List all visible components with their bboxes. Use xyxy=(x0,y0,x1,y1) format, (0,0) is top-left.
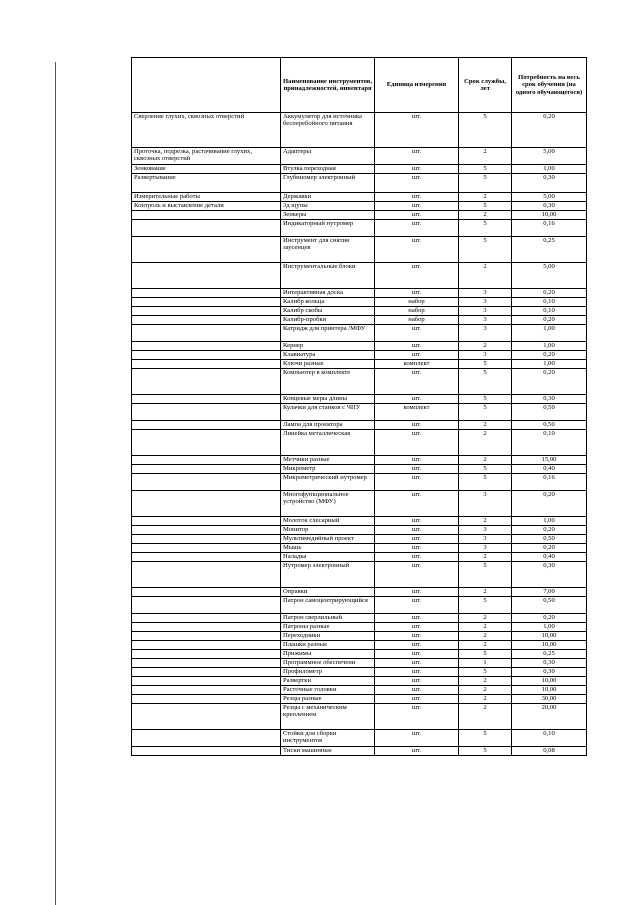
name-cell: Адаптеры xyxy=(281,148,375,165)
table-row xyxy=(132,316,587,325)
name-cell: Интерактивная доска xyxy=(281,289,375,298)
work-cell xyxy=(132,211,281,220)
need-cell: 0,20 xyxy=(512,544,587,553)
name-cell: Микрометр xyxy=(281,465,375,474)
unit-cell: шт. xyxy=(375,237,459,263)
unit-cell: шт. xyxy=(375,730,459,747)
term-cell: 3 xyxy=(459,325,512,342)
need-cell: 1,00 xyxy=(512,165,587,174)
term-cell: 2 xyxy=(459,588,512,597)
term-cell: 2 xyxy=(459,695,512,704)
term-cell: 5 xyxy=(459,360,512,369)
term-cell: 3 xyxy=(459,351,512,360)
unit-cell: шт. xyxy=(375,517,459,526)
work-cell xyxy=(132,289,281,298)
term-cell: 5 xyxy=(459,369,512,395)
unit-cell: шт. xyxy=(375,430,459,456)
term-cell: 2 xyxy=(459,211,512,220)
name-cell: Кулачки для станков с ЧПУ xyxy=(281,404,375,421)
unit-cell: шт. xyxy=(375,465,459,474)
name-cell: Лампа для проектора xyxy=(281,421,375,430)
table-row xyxy=(132,289,587,298)
table-row xyxy=(132,263,587,289)
table-row xyxy=(132,165,587,174)
unit-cell: шт. xyxy=(375,686,459,695)
need-cell: 1,00 xyxy=(512,360,587,369)
need-cell: 0,20 xyxy=(512,491,587,517)
table-row xyxy=(132,193,587,202)
term-cell: 5 xyxy=(459,174,512,193)
work-cell xyxy=(132,526,281,535)
need-cell: 0,30 xyxy=(512,562,587,588)
name-cell: Молоток слесарный xyxy=(281,517,375,526)
name-cell: Резцы разные xyxy=(281,695,375,704)
table-row xyxy=(132,686,587,695)
work-cell xyxy=(132,704,281,730)
name-cell: Клавиатура xyxy=(281,351,375,360)
name-cell: Патрон самоцентрирующийся xyxy=(281,597,375,614)
unit-cell: шт. xyxy=(375,456,459,465)
work-cell xyxy=(132,351,281,360)
table-row xyxy=(132,325,587,342)
term-cell: 2 xyxy=(459,421,512,430)
work-cell xyxy=(132,747,281,756)
table-row xyxy=(132,677,587,686)
need-cell: 0,50 xyxy=(512,535,587,544)
need-cell: 10,00 xyxy=(512,632,587,641)
name-cell: Стойки для сборки инструментов xyxy=(281,730,375,747)
table-row xyxy=(132,307,587,316)
unit-cell: шт. xyxy=(375,325,459,342)
unit-cell: шт. xyxy=(375,650,459,659)
unit-cell: шт. xyxy=(375,263,459,289)
unit-cell: шт. xyxy=(375,641,459,650)
work-cell xyxy=(132,474,281,491)
header-term: Срок службы, лет xyxy=(459,58,512,113)
name-cell: Микрометрический нутромер xyxy=(281,474,375,491)
term-cell: 5 xyxy=(459,202,512,211)
term-cell: 3 xyxy=(459,289,512,298)
table-row xyxy=(132,668,587,677)
need-cell: 10,00 xyxy=(512,211,587,220)
need-cell: 0,16 xyxy=(512,474,587,491)
term-cell: 2 xyxy=(459,342,512,351)
work-cell xyxy=(132,641,281,650)
term-cell: 5 xyxy=(459,562,512,588)
work-cell xyxy=(132,430,281,456)
term-cell: 5 xyxy=(459,474,512,491)
term-cell: 5 xyxy=(459,404,512,421)
work-cell xyxy=(132,456,281,465)
term-cell: 2 xyxy=(459,677,512,686)
name-cell: Катридж для принтера /МФУ xyxy=(281,325,375,342)
work-cell xyxy=(132,659,281,668)
table-row xyxy=(132,623,587,632)
need-cell: 0,30 xyxy=(512,659,587,668)
need-cell: 0,16 xyxy=(512,220,587,237)
work-cell xyxy=(132,404,281,421)
need-cell: 0,40 xyxy=(512,465,587,474)
table-row xyxy=(132,342,587,351)
need-cell: 15,00 xyxy=(512,456,587,465)
term-cell: 2 xyxy=(459,686,512,695)
work-cell xyxy=(132,597,281,614)
term-cell: 5 xyxy=(459,597,512,614)
need-cell: 20,00 xyxy=(512,704,587,730)
need-cell: 0,40 xyxy=(512,553,587,562)
need-cell: 5,00 xyxy=(512,193,587,202)
name-cell: Патрон сверлильный xyxy=(281,614,375,623)
name-cell: Монитор xyxy=(281,526,375,535)
unit-cell: комплект xyxy=(375,404,459,421)
table-row xyxy=(132,351,587,360)
table-row xyxy=(132,465,587,474)
need-cell: 10,00 xyxy=(512,641,587,650)
work-cell xyxy=(132,237,281,263)
name-cell: Мышь xyxy=(281,544,375,553)
table-body xyxy=(132,113,587,756)
work-cell: Сверление глухих, сквозных отверстий xyxy=(132,113,281,148)
name-cell: Прижимы xyxy=(281,650,375,659)
term-cell: 3 xyxy=(459,491,512,517)
need-cell: 0,50 xyxy=(512,421,587,430)
unit-cell: шт. xyxy=(375,562,459,588)
unit-cell: шт. xyxy=(375,553,459,562)
table-row xyxy=(132,491,587,517)
name-cell: 3д щупы xyxy=(281,202,375,211)
need-cell: 0,20 xyxy=(512,316,587,325)
need-cell: 0,10 xyxy=(512,298,587,307)
term-cell: 2 xyxy=(459,614,512,623)
work-cell xyxy=(132,517,281,526)
work-cell xyxy=(132,588,281,597)
need-cell: 30,00 xyxy=(512,695,587,704)
work-cell xyxy=(132,220,281,237)
name-cell: Развертки xyxy=(281,677,375,686)
term-cell: 2 xyxy=(459,193,512,202)
table-row xyxy=(132,747,587,756)
unit-cell: шт. xyxy=(375,174,459,193)
need-cell: 0,20 xyxy=(512,526,587,535)
term-cell: 3 xyxy=(459,298,512,307)
table-row xyxy=(132,237,587,263)
header-unit: Единица измерения xyxy=(375,58,459,113)
work-cell: Контроль и выставление детали xyxy=(132,202,281,211)
work-cell xyxy=(132,307,281,316)
name-cell: Концевые меры длины xyxy=(281,395,375,404)
need-cell: 0,30 xyxy=(512,395,587,404)
unit-cell: шт. xyxy=(375,220,459,237)
unit-cell: шт. xyxy=(375,351,459,360)
table-row xyxy=(132,526,587,535)
table-row xyxy=(132,421,587,430)
unit-cell: шт. xyxy=(375,659,459,668)
unit-cell: шт. xyxy=(375,211,459,220)
work-cell xyxy=(132,360,281,369)
unit-cell: шт. xyxy=(375,614,459,623)
term-cell: 2 xyxy=(459,263,512,289)
name-cell: Нутромер электронный xyxy=(281,562,375,588)
table-row xyxy=(132,695,587,704)
header-name: Наименование инструментов, принадлежностей, инвентаря xyxy=(281,58,375,113)
need-cell: 5,00 xyxy=(512,148,587,165)
unit-cell: шт. xyxy=(375,421,459,430)
unit-cell: шт. xyxy=(375,695,459,704)
work-cell xyxy=(132,614,281,623)
table-row xyxy=(132,148,587,165)
name-cell: Ключи разные xyxy=(281,360,375,369)
name-cell: Тиски машинные xyxy=(281,747,375,756)
need-cell: 1,00 xyxy=(512,325,587,342)
unit-cell: шт. xyxy=(375,526,459,535)
term-cell: 1 xyxy=(459,659,512,668)
table-row xyxy=(132,544,587,553)
need-cell: 1,00 xyxy=(512,517,587,526)
work-cell xyxy=(132,342,281,351)
unit-cell: шт. xyxy=(375,342,459,351)
name-cell: Многофункциональное устройство (МФУ) xyxy=(281,491,375,517)
need-cell: 0,50 xyxy=(512,597,587,614)
table-row xyxy=(132,202,587,211)
term-cell: 3 xyxy=(459,526,512,535)
need-cell: 1,00 xyxy=(512,623,587,632)
name-cell: Резцы с механическим креплением xyxy=(281,704,375,730)
table-row xyxy=(132,597,587,614)
work-cell xyxy=(132,544,281,553)
need-cell: 0,20 xyxy=(512,289,587,298)
name-cell: Инструментальные блоки xyxy=(281,263,375,289)
unit-cell: шт. xyxy=(375,369,459,395)
work-cell xyxy=(132,650,281,659)
name-cell: Наладка xyxy=(281,553,375,562)
work-cell xyxy=(132,325,281,342)
name-cell: Компьютер в комплекте xyxy=(281,369,375,395)
need-cell: 0,10 xyxy=(512,430,587,456)
unit-cell: шт. xyxy=(375,491,459,517)
work-cell: Проточка, подрезка, растачивание глухих, сквозных отверстий xyxy=(132,148,281,165)
table-header-row xyxy=(132,58,587,113)
work-cell xyxy=(132,553,281,562)
term-cell: 5 xyxy=(459,113,512,148)
unit-cell: шт. xyxy=(375,704,459,730)
table-row xyxy=(132,614,587,623)
term-cell: 2 xyxy=(459,456,512,465)
name-cell: Профилометр xyxy=(281,668,375,677)
unit-cell: шт. xyxy=(375,588,459,597)
need-cell: 0,08 xyxy=(512,747,587,756)
need-cell: 0,20 xyxy=(512,369,587,395)
table-row xyxy=(132,517,587,526)
term-cell: 5 xyxy=(459,465,512,474)
table-row xyxy=(132,360,587,369)
unit-cell: набор xyxy=(375,298,459,307)
need-cell: 1,00 xyxy=(512,342,587,351)
need-cell: 10,00 xyxy=(512,686,587,695)
table-row xyxy=(132,113,587,148)
term-cell: 2 xyxy=(459,641,512,650)
term-cell: 2 xyxy=(459,623,512,632)
work-cell xyxy=(132,421,281,430)
term-cell: 2 xyxy=(459,430,512,456)
table-row xyxy=(132,220,587,237)
need-cell: 0,10 xyxy=(512,307,587,316)
unit-cell: шт. xyxy=(375,677,459,686)
table-row xyxy=(132,404,587,421)
table-row xyxy=(132,704,587,730)
work-cell xyxy=(132,623,281,632)
need-cell: 0,30 xyxy=(512,202,587,211)
need-cell: 0,30 xyxy=(512,174,587,193)
name-cell: Индикаторный нутромер xyxy=(281,220,375,237)
work-cell xyxy=(132,632,281,641)
table-row xyxy=(132,395,587,404)
unit-cell: шт. xyxy=(375,474,459,491)
name-cell: Метчики разные xyxy=(281,456,375,465)
table-row xyxy=(132,535,587,544)
work-cell xyxy=(132,686,281,695)
term-cell: 5 xyxy=(459,730,512,747)
table-row xyxy=(132,659,587,668)
term-cell: 3 xyxy=(459,307,512,316)
name-cell: Программное обеспечени xyxy=(281,659,375,668)
need-cell: 10,00 xyxy=(512,677,587,686)
unit-cell: шт. xyxy=(375,193,459,202)
table-row xyxy=(132,650,587,659)
work-cell xyxy=(132,263,281,289)
inventory-table xyxy=(131,57,587,756)
need-cell: 0,30 xyxy=(512,668,587,677)
unit-cell: шт. xyxy=(375,148,459,165)
unit-cell: шт. xyxy=(375,668,459,677)
work-cell xyxy=(132,668,281,677)
table-row xyxy=(132,632,587,641)
term-cell: 3 xyxy=(459,316,512,325)
work-cell xyxy=(132,316,281,325)
term-cell: 2 xyxy=(459,553,512,562)
term-cell: 5 xyxy=(459,668,512,677)
unit-cell: комплект xyxy=(375,360,459,369)
table-row xyxy=(132,298,587,307)
work-cell xyxy=(132,369,281,395)
need-cell: 0,20 xyxy=(512,614,587,623)
name-cell: Переходники xyxy=(281,632,375,641)
term-cell: 3 xyxy=(459,535,512,544)
term-cell: 5 xyxy=(459,165,512,174)
unit-cell: шт. xyxy=(375,165,459,174)
name-cell: Расточные головки xyxy=(281,686,375,695)
table-row xyxy=(132,553,587,562)
work-cell xyxy=(132,730,281,747)
table-row xyxy=(132,211,587,220)
work-cell xyxy=(132,695,281,704)
name-cell: Калибр кольца xyxy=(281,298,375,307)
name-cell: Оправки xyxy=(281,588,375,597)
name-cell: Мультимедийный проект xyxy=(281,535,375,544)
work-cell xyxy=(132,465,281,474)
need-cell: 0,25 xyxy=(512,237,587,263)
term-cell: 2 xyxy=(459,517,512,526)
name-cell: Глубиномер электронный xyxy=(281,174,375,193)
work-cell xyxy=(132,298,281,307)
unit-cell: шт. xyxy=(375,535,459,544)
unit-cell: шт. xyxy=(375,395,459,404)
name-cell: Аккумулятор для источника бесперебойного питания xyxy=(281,113,375,148)
table-row xyxy=(132,369,587,395)
work-cell: Зенкование xyxy=(132,165,281,174)
unit-cell: набор xyxy=(375,316,459,325)
need-cell: 0,50 xyxy=(512,404,587,421)
term-cell: 3 xyxy=(459,544,512,553)
table-row xyxy=(132,430,587,456)
unit-cell: шт. xyxy=(375,623,459,632)
unit-cell: шт. xyxy=(375,597,459,614)
need-cell: 0,25 xyxy=(512,650,587,659)
work-cell xyxy=(132,677,281,686)
work-cell xyxy=(132,395,281,404)
term-cell: 2 xyxy=(459,704,512,730)
table-row xyxy=(132,588,587,597)
need-cell: 0,10 xyxy=(512,730,587,747)
term-cell: 5 xyxy=(459,220,512,237)
name-cell: Калибр-пробки xyxy=(281,316,375,325)
name-cell: Зенкеры xyxy=(281,211,375,220)
name-cell: Державки xyxy=(281,193,375,202)
table-row xyxy=(132,730,587,747)
binding-margin-line xyxy=(55,62,56,905)
name-cell: Калибр скобы xyxy=(281,307,375,316)
term-cell: 2 xyxy=(459,148,512,165)
unit-cell: шт. xyxy=(375,632,459,641)
need-cell: 0,20 xyxy=(512,113,587,148)
table-row xyxy=(132,562,587,588)
name-cell: Патроны разные xyxy=(281,623,375,632)
name-cell: Инструмент для снятия заусенцев xyxy=(281,237,375,263)
unit-cell: шт. xyxy=(375,747,459,756)
table-row xyxy=(132,174,587,193)
unit-cell: набор xyxy=(375,307,459,316)
work-cell xyxy=(132,491,281,517)
term-cell: 5 xyxy=(459,395,512,404)
need-cell: 5,00 xyxy=(512,263,587,289)
unit-cell: шт. xyxy=(375,202,459,211)
unit-cell: шт. xyxy=(375,289,459,298)
term-cell: 2 xyxy=(459,632,512,641)
table-row xyxy=(132,456,587,465)
table-row xyxy=(132,641,587,650)
name-cell: Линейка металлическая xyxy=(281,430,375,456)
need-cell: 0,20 xyxy=(512,351,587,360)
work-cell: Измерительные работы xyxy=(132,193,281,202)
header-work xyxy=(132,58,281,113)
unit-cell: шт. xyxy=(375,544,459,553)
work-cell: Развертывание xyxy=(132,174,281,193)
term-cell: 5 xyxy=(459,650,512,659)
header-need: Потребность на весь срок обучения (на одного обучающегося) xyxy=(512,58,587,113)
need-cell: 7,00 xyxy=(512,588,587,597)
name-cell: Втулка переходная xyxy=(281,165,375,174)
work-cell xyxy=(132,535,281,544)
name-cell: Плашки разные xyxy=(281,641,375,650)
term-cell: 5 xyxy=(459,237,512,263)
term-cell: 5 xyxy=(459,747,512,756)
table-row xyxy=(132,474,587,491)
work-cell xyxy=(132,562,281,588)
name-cell: Кернер xyxy=(281,342,375,351)
unit-cell: шт. xyxy=(375,113,459,148)
